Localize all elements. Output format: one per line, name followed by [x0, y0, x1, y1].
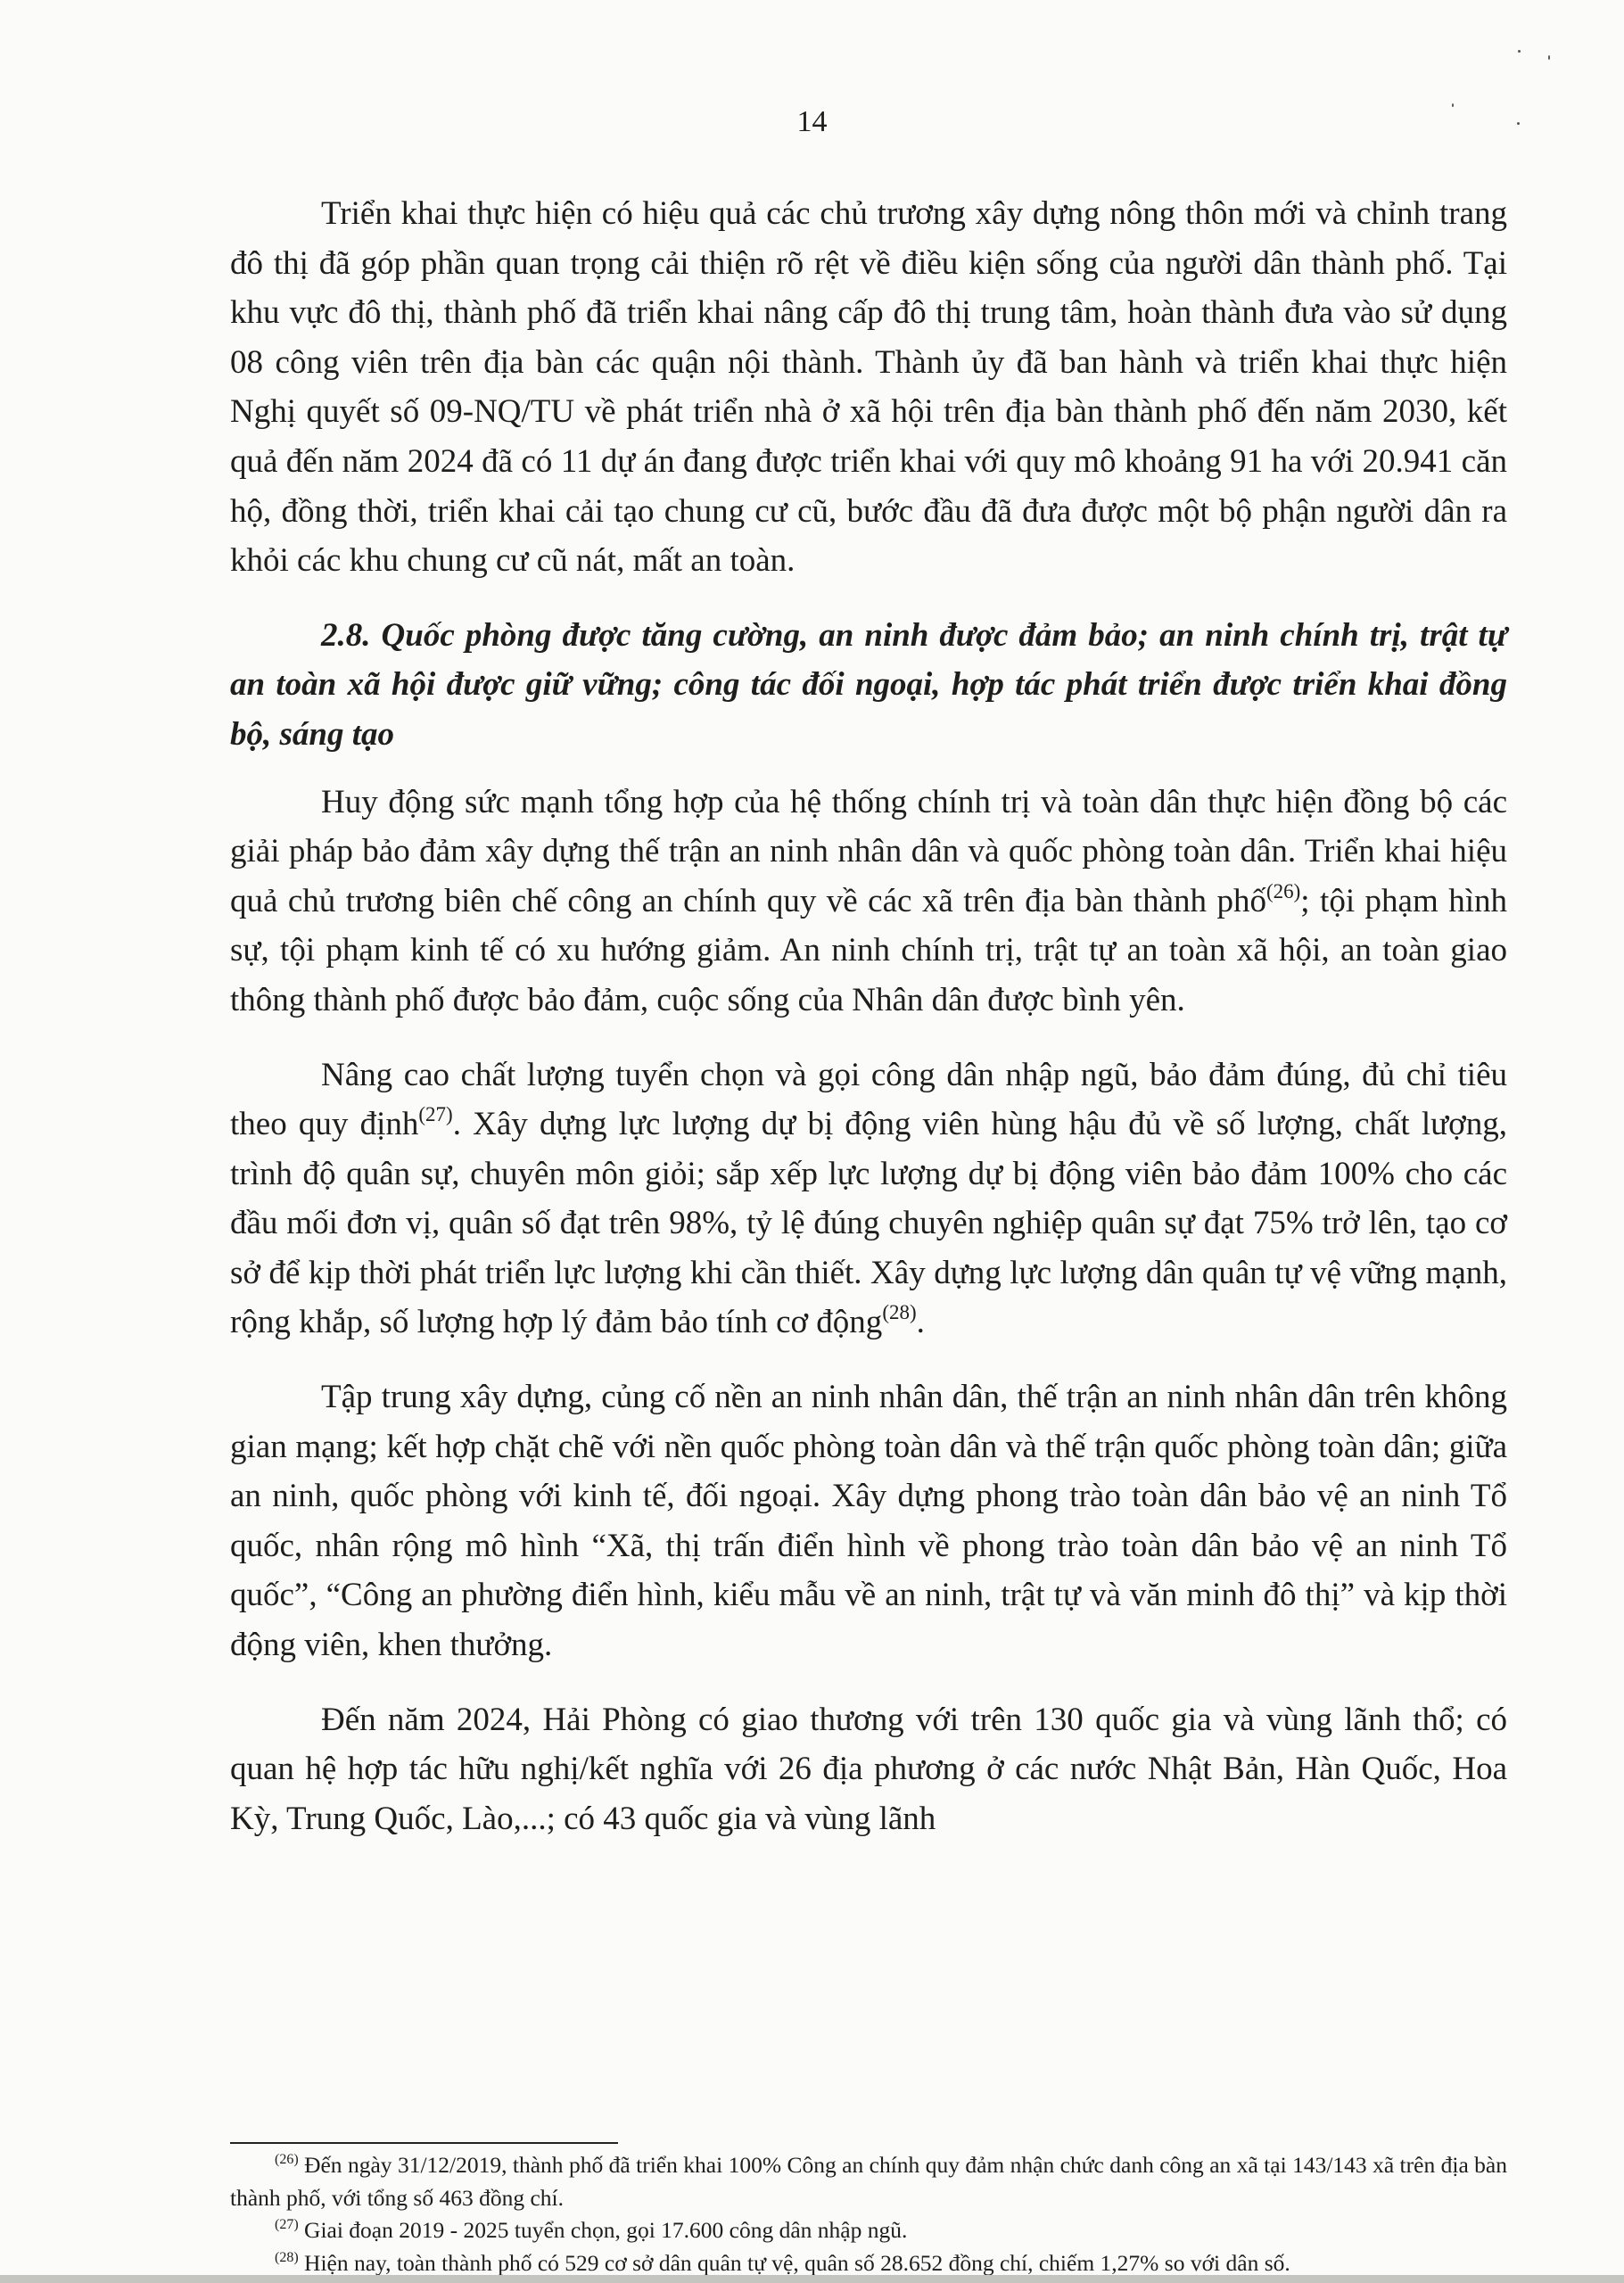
paragraph-text: . Xây dựng lực lượng dự bị động viên hùng hậu đủ về số lượng, chất lượng, trình độ quân sự, chuyên môn giỏi; sắp xếp lực lượng dự bị động viên bảo đảm 100% cho các đầu mối đơn vị, quân số đạt trên 98%, tỷ lệ đúng chuyên nghiệp quân sự đạt 75% trở lên, tạo cơ sở để kịp thời phát triển lực lượng khi cần thiết. Xây dựng lực lượng dân quân tự vệ vững mạnh, rộng khắp, số lượng hợp lý đảm bảo tính cơ động	[230, 1106, 1507, 1341]
footnotes	[230, 2149, 1507, 2279]
section-heading-2-8: 2.8. Quốc phòng được tăng cường, an ninh được đảm bảo; an ninh chính trị, trật tự an toàn xã hội được giữ vững; công tác đối ngoại, hợp tác phát triển được triển khai đồng bộ, sáng tạo	[230, 616, 1507, 753]
scan-speck	[1518, 50, 1521, 53]
footnote-ref-27[interactable]: (27)	[418, 1103, 453, 1126]
paragraph-text: ; tội phạm hình sự, tội phạm kinh tế có xu hướng giảm. An ninh chính trị, trật tự an toàn xã hội, an toàn giao thông thành phố được bảo đảm, cuộc sống của Nhân dân được bình yên.	[230, 882, 1507, 1018]
paragraph-urban-development: Triển khai thực hiện có hiệu quả các chủ trương xây dựng nông thôn mới và chỉnh trang đô thị đã góp phần quan trọng cải thiện rõ rệt về điều kiện sống của người dân thành phố. Tại khu vực đô thị, thành phố đã triển khai nâng cấp đô thị trung tâm, hoàn thành đưa vào sử dụng 08 công viên trên địa bàn các quận nội thành. Thành ủy đã ban hành và triển khai thực hiện Nghị quyết số 09-NQ/TU về phát triển nhà ở xã hội trên địa bàn thành phố đến năm 2030, kết quả đến năm 2024 đã có 11 dự án đang được triển khai với quy mô khoảng 91 ha với 20.941 căn hộ, đồng thời, triển khai cải tạo chung cư cũ, bước đầu đã đưa được một bộ phận người dân ra khỏi các khu chung cư cũ nát, mất an toàn.	[230, 195, 1507, 580]
footnote-mark: (27)	[275, 2217, 299, 2232]
footnote-27	[230, 2214, 1507, 2247]
footnote-ref-28[interactable]: (28)	[882, 1301, 917, 1324]
paragraph-conscription	[230, 1051, 1507, 1348]
scan-edge	[0, 2275, 1624, 2283]
footnote-text: Giai đoạn 2019 - 2025 tuyển chọn, gọi 17.600 công dân nhập ngũ.	[304, 2217, 908, 2243]
document-body	[230, 189, 1507, 1868]
footnote-text: Hiện nay, toàn thành phố có 529 cơ sở dân quân tự vệ, quân số 28.652 đồng chí, chiếm 1,27% so với dân số.	[304, 2249, 1290, 2276]
footnote-text: Đến ngày 31/12/2019, thành phố đã triển khai 100% Công an chính quy đảm nhận chức danh công an xã tại 143/143 xã trên địa bàn thành phố, với tổng số 463 đồng chí.	[230, 2152, 1507, 2211]
footnote-mark: (26)	[275, 2152, 299, 2167]
scan-speck	[1517, 122, 1520, 125]
paragraph-text: Huy động sức mạnh tổng hợp của hệ thống chính trị và toàn dân thực hiện đồng bộ các giải pháp bảo đảm xây dựng thế trận an ninh nhân dân và quốc phòng toàn dân. Triển khai hiệu quả chủ trương biên chế công an chính quy về các xã trên địa bàn thành phố	[230, 783, 1507, 919]
paragraph-text: .	[916, 1304, 925, 1341]
paragraph-foreign-relations: Đến năm 2024, Hải Phòng có giao thương với trên 130 quốc gia và vùng lãnh thổ; có quan hệ hợp tác hữu nghị/kết nghĩa với 26 địa phương ở các nước Nhật Bản, Hàn Quốc, Hoa Kỳ, Trung Quốc, Lào,...; có 43 quốc gia và vùng lãnh	[230, 1701, 1507, 1837]
footnote-26	[230, 2149, 1507, 2214]
paragraph-national-security: Tập trung xây dựng, củng cố nền an ninh nhân dân, thế trận an ninh nhân dân trên không gian mạng; kết hợp chặt chẽ với nền quốc phòng toàn dân và thế trận quốc phòng toàn dân; giữa an ninh, quốc phòng với kinh tế, đối ngoại. Xây dựng phong trào toàn dân bảo vệ an ninh Tổ quốc, nhân rộng mô hình “Xã, thị trấn điển hình về phong trào toàn dân bảo vệ an ninh Tổ quốc”, “Công an phường điển hình, kiểu mẫu về an ninh, trật tự và văn minh đô thị” và kịp thời động viên, khen thưởng.	[230, 1379, 1507, 1664]
footnote-ref-26[interactable]: (26)	[1265, 879, 1301, 902]
scan-speck	[1452, 103, 1454, 107]
footnote-separator	[230, 2142, 618, 2144]
page-number: 14	[796, 105, 828, 138]
footnote-mark: (28)	[275, 2249, 299, 2265]
scan-speck	[1548, 55, 1550, 60]
paragraph-security	[230, 778, 1507, 1026]
paragraph-text: Nâng cao chất lượng tuyển chọn và gọi công dân nhập ngũ, bảo đảm đúng, đủ chỉ tiêu theo quy định	[230, 1056, 1507, 1143]
